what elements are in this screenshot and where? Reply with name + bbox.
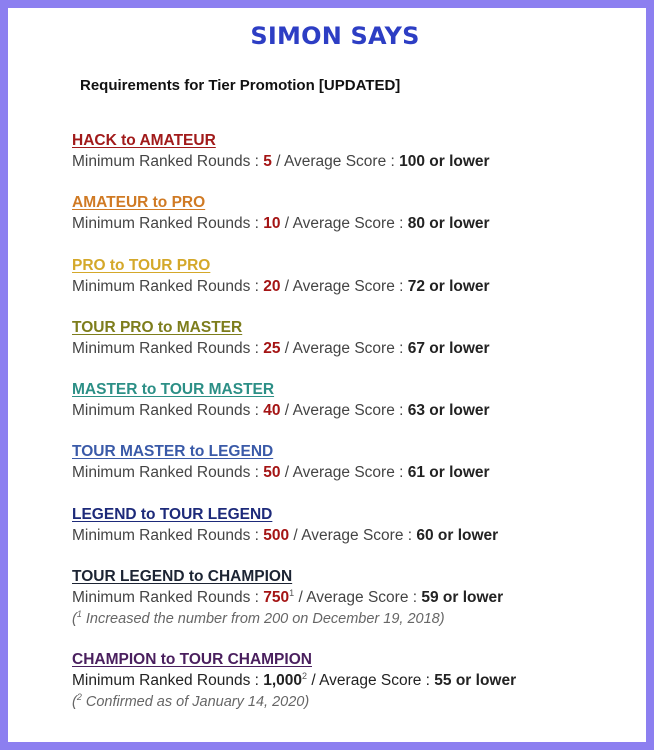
rounds-label: Minimum Ranked Rounds : bbox=[72, 278, 264, 295]
footnote-marker: 1 bbox=[76, 609, 82, 620]
tier-heading: TOUR MASTER to LEGEND bbox=[72, 443, 274, 460]
score-label: / Average Score : bbox=[280, 340, 408, 357]
footnote-line: ($^1$ Increased the number from 200 on December 19, 2018) bbox=[72, 609, 445, 627]
tier-heading: PRO to TOUR PRO bbox=[72, 257, 211, 274]
score-label: / Average Score : bbox=[280, 402, 408, 419]
rounds-label: Minimum Ranked Rounds : bbox=[72, 153, 264, 170]
score-value: 67 or lower bbox=[407, 340, 490, 357]
rounds-label: Minimum Ranked Rounds : bbox=[72, 672, 264, 689]
footnote-marker: 1 bbox=[289, 587, 295, 598]
score-label: / Average Score : bbox=[280, 464, 408, 481]
score-label: / Average Score : bbox=[280, 278, 408, 295]
tier-block-tour-legend-to-champion bbox=[72, 567, 503, 629]
tier-block-champion-to-tour-champion bbox=[72, 650, 516, 712]
score-label: / Average Score : bbox=[294, 589, 422, 606]
tier-heading: TOUR LEGEND to CHAMPION bbox=[72, 568, 293, 585]
score-label: / Average Score : bbox=[280, 215, 408, 232]
tier-block-pro-to-tour-pro bbox=[72, 256, 490, 298]
requirement-line bbox=[72, 276, 490, 298]
score-value: 55 or lower bbox=[434, 672, 517, 689]
footnote-marker: 2 bbox=[302, 670, 308, 681]
rounds-label: Minimum Ranked Rounds : bbox=[72, 527, 264, 544]
score-value: 63 or lower bbox=[407, 402, 490, 419]
score-value: 60 or lower bbox=[416, 527, 499, 544]
footnote-text: Confirmed as of January 14, 2020) bbox=[81, 694, 310, 710]
tier-block-master-to-tour-master bbox=[72, 380, 490, 422]
requirement-line bbox=[72, 462, 490, 484]
score-value: 59 or lower bbox=[421, 589, 504, 606]
tier-block-tour-master-to-legend bbox=[72, 442, 490, 484]
rounds-value: 50 bbox=[263, 464, 281, 481]
footnote-marker: 2 bbox=[76, 692, 82, 703]
rounds-label: Minimum Ranked Rounds : bbox=[72, 340, 264, 357]
tier-heading: MASTER to TOUR MASTER bbox=[72, 381, 275, 398]
score-label: / Average Score : bbox=[271, 153, 400, 170]
footnote-text: Increased the number from 200 on December 19, 2018) bbox=[81, 611, 445, 627]
rounds-value: 20 bbox=[263, 278, 281, 295]
tier-block-amateur-to-pro bbox=[72, 193, 490, 235]
requirement-line bbox=[72, 587, 503, 609]
score-label: / Average Score : bbox=[307, 672, 435, 689]
rounds-value: 25 bbox=[263, 340, 281, 357]
tier-heading: TOUR PRO to MASTER bbox=[72, 319, 243, 336]
tier-block-legend-to-tour-legend bbox=[72, 505, 498, 547]
requirement-line bbox=[72, 400, 490, 422]
tier-heading: AMATEUR to PRO bbox=[72, 194, 206, 211]
score-value: 61 or lower bbox=[407, 464, 490, 481]
tier-block-hack-to-amateur bbox=[72, 131, 490, 173]
rounds-label: Minimum Ranked Rounds : bbox=[72, 402, 264, 419]
footnote-line: ($^2$ Confirmed as of January 14, 2020) bbox=[72, 692, 310, 710]
score-value: 80 or lower bbox=[407, 215, 490, 232]
rounds-value: 500 bbox=[263, 527, 290, 544]
requirement-line bbox=[72, 338, 490, 360]
page-title: SIMON SAYS bbox=[250, 22, 420, 50]
rounds-label: Minimum Ranked Rounds : bbox=[72, 215, 264, 232]
rounds-value: 5 bbox=[263, 153, 272, 170]
rounds-label: Minimum Ranked Rounds : bbox=[72, 464, 264, 481]
requirement-line bbox=[72, 213, 490, 235]
requirement-line bbox=[72, 151, 490, 173]
requirement-line bbox=[72, 525, 498, 547]
rounds-label: Minimum Ranked Rounds : bbox=[72, 589, 264, 606]
score-label: / Average Score : bbox=[289, 527, 417, 544]
rounds-value: 750 bbox=[263, 589, 290, 606]
tier-heading: HACK to AMATEUR bbox=[72, 132, 216, 149]
rounds-value: 1,000 bbox=[263, 672, 303, 689]
requirement-line bbox=[72, 670, 516, 692]
score-value: 72 or lower bbox=[407, 278, 490, 295]
rounds-value: 40 bbox=[263, 402, 281, 419]
tier-heading: CHAMPION to TOUR CHAMPION bbox=[72, 651, 312, 668]
rounds-value: 10 bbox=[263, 215, 281, 232]
tier-heading: LEGEND to TOUR LEGEND bbox=[72, 506, 273, 523]
tier-block-tour-pro-to-master bbox=[72, 318, 490, 360]
subtitle: Requirements for Tier Promotion [UPDATED] bbox=[80, 77, 401, 94]
score-value: 100 or lower bbox=[399, 153, 490, 170]
